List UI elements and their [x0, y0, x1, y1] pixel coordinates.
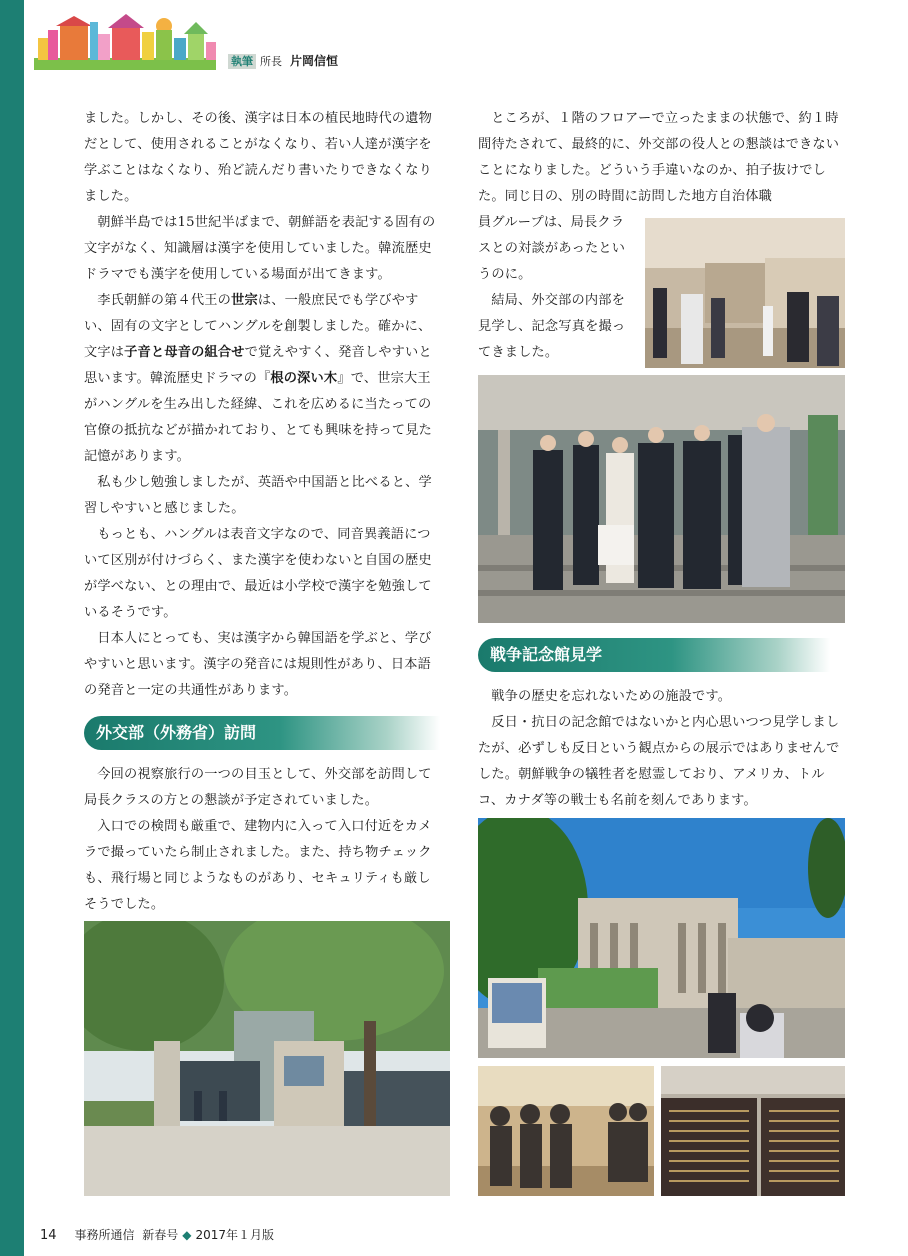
right-column-lower [478, 684, 844, 814]
ministry-entrance-photo [84, 921, 450, 1196]
page-number: 14 [40, 1228, 57, 1243]
group-photo-ministry [478, 375, 845, 623]
left-column [84, 106, 441, 704]
issue-name: 新春号 [142, 1228, 179, 1242]
author-name: 片岡信恒 [290, 54, 339, 68]
diamond-icon: ◆ [182, 1228, 192, 1242]
paragraph: 結局、外交部の内部を見学し、記念写真を撮ってきました。 [478, 293, 626, 360]
war-memorial-photo [478, 818, 845, 1058]
section-heading-war-memorial: 戦争記念館見学 [478, 638, 830, 672]
issue-date: 2017年１月版 [195, 1228, 274, 1242]
paragraph: ところが、１階のフロアーで立ったままの状態で、約１時間待たされて、最終的に、外交部の役人との懇談はできないことになりました。どういう手違いなのか、拍子抜けでした。同じ日の、別の時間に訪問した地方自治体職 [478, 111, 840, 204]
memorial-busts-photo [478, 1066, 654, 1196]
left-column-lower [84, 762, 441, 918]
paragraph: 反日・抗日の記念館ではないかと内心思いつつ見学しましたが、必ずしも反日という観点からの展示ではありませんでした。朝鮮戦争の犠牲者を慰霊しており、アメリカ、トルコ、カナダ等の戦士も名前を刻んであります。 [478, 715, 840, 808]
city-skyline-logo [34, 8, 216, 70]
paragraph: 入口での検問も厳重で、建物内に入って入口付近をカメラで撮っていたら制止されました。また、持ち物チェックも、飛行場と同じようなものがあり、セキュリティも厳しそうでした。 [84, 819, 432, 912]
paragraph: 私も少し勉強しましたが、英語や中国語と比べると、学習しやすいと感じました。 [84, 475, 432, 516]
paragraph: もっとも、ハングルは表音文字なので、同音異義語について区別が付けづらく、また漢字を使わないと自国の歴史が学べない、との理由で、最近は小学校で漢字を勉強しているそうです。 [84, 527, 432, 620]
paragraph: 日本人にとっても、実は漢字から韓国語を学ぶと、学びやすいと思います。漢字の発音には規則性があり、日本語の発音と一定の共通性があります。 [84, 631, 432, 698]
right-column-wrap [478, 210, 630, 366]
paragraph: 朝鮮半島では15世紀半ばまで、朝鮮語を表記する固有の文字がなく、知識層は漢字を使用していました。韓流歴史ドラマでも漢字を使用している場面が出てきます。 [84, 215, 436, 282]
author-credit [228, 52, 338, 69]
section-heading-foreign-ministry: 外交部（外務省）訪問 [84, 716, 440, 750]
memorial-name-plaques-photo [661, 1066, 845, 1196]
paragraph: 員グループは、局長クラスとの対談があったというのに。 [478, 215, 626, 282]
page-footer [40, 1226, 274, 1243]
publication-name: 事務所通信 [74, 1228, 135, 1242]
author-role: 所長 [260, 55, 282, 68]
paragraph: 戦争の歴史を忘れないための施設です。 [491, 689, 732, 704]
sidebar-band [0, 0, 24, 1256]
ministry-lobby-photo [645, 218, 845, 368]
paragraph: 今回の視察旅行の一つの目玉として、外交部を訪問して局長クラスの方との懇談が予定されていました。 [84, 767, 432, 808]
paragraph: 李氏朝鮮の第４代王の世宗は、一般庶民でも学びやすい、固有の文字としてハングルを創製しました。確かに、文字は子音と母音の組合せで覚えやすく、発音しやすいと思います。韓流歴史ドラマの『根の深い木』で、世宗大王がハングルを生み出した経緯、これを広めるに当たっての官僚の抵抗などが描かれており、とても興味を持って見た記憶があります。 [84, 293, 433, 464]
right-column [478, 106, 844, 210]
paragraph: ました。しかし、その後、漢字は日本の植民地時代の遺物だとして、使用されることがなくなり、若い人達が漢字を学ぶことはなくなり、殆ど読んだり書いたりできなくなりました。 [84, 111, 433, 204]
byline-tag: 執筆 [228, 54, 256, 69]
